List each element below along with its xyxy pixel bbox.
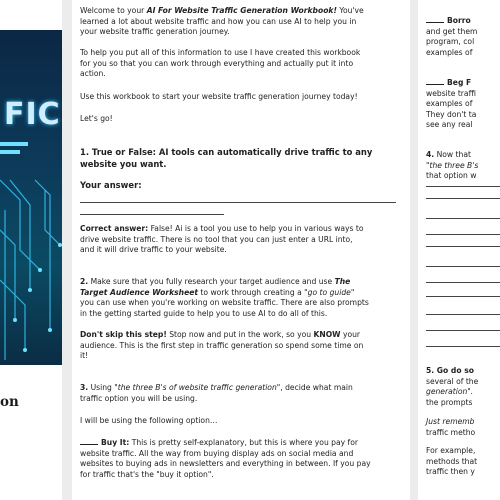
workbook-page-right [418, 0, 500, 500]
workbook-page-main [72, 0, 410, 500]
answer-line[interactable] [426, 314, 500, 315]
question-3-paragraph: 3. Using "the three B's of website traffic generation", decide what main traffic option you will be using. [80, 383, 353, 403]
answer-line[interactable] [80, 202, 396, 203]
answer-line[interactable] [426, 234, 500, 235]
answer-line[interactable] [426, 218, 500, 219]
question-2-paragraph: 2. Make sure that you fully research your target audience and use The Target Audience Worksheet to work through creating a "go to guide" you can use when you're working on website traffic. There are also prompts in the getting started guide to help you to use AI to do all of this. [80, 277, 369, 318]
buy-it-option: Buy It: This is pretty self-explanatory, but this is where you pay for website traffic. All the way from buying display ads on social media and websites to buying ads in newsletters and everything in between. If you pay for traffic that's the "buy it option". [80, 438, 371, 479]
cover-subtitle-bar [0, 150, 20, 154]
remember-paragraph: Just rememb traffic metho [426, 417, 476, 437]
cover-bottom-text: on [0, 394, 19, 410]
example-paragraph: For example, methods that traffic then y [426, 446, 478, 477]
borrow-it-option: Borro and get them program, col examples of [426, 16, 478, 57]
dont-skip-paragraph: Don't skip this step! Stop now and put in the work, so you KNOW your audience. This is the first step in traffic generation so spend some time on it! [80, 330, 364, 361]
question-5-paragraph: 5. Go do so several of the generation". the prompts [426, 366, 479, 407]
answer-line[interactable] [426, 198, 500, 199]
buy-it-checkbox-line[interactable] [80, 437, 98, 445]
start-paragraph: Use this workbook to start your website traffic generation journey today! [80, 92, 358, 101]
answer-line[interactable] [426, 246, 500, 247]
circuit-pattern-icon [0, 30, 62, 365]
answer-line[interactable] [426, 330, 500, 331]
correct-answer-paragraph: Correct answer: False! Ai is a tool you use to help you in various ways to drive website traffic. There is no tool that you can just enter a URL into, and it will drive traffic to your website. [80, 224, 364, 255]
answer-line[interactable] [426, 296, 500, 297]
following-option-text: I will be using the following option… [80, 416, 218, 425]
beg-it-checkbox-line[interactable] [426, 77, 444, 85]
answer-line[interactable] [426, 346, 500, 347]
answer-line[interactable] [426, 186, 500, 187]
question-4-paragraph: 4. Now that "the three B's that option w [426, 150, 479, 181]
cover-artwork [0, 30, 62, 365]
purpose-paragraph: To help you put all of this information to use I have created this workbook for you so that you can work through everything and actually put it into action. [80, 48, 361, 79]
answer-line[interactable] [426, 282, 500, 283]
workbook-cover [0, 0, 62, 500]
answer-line[interactable] [426, 266, 500, 267]
your-answer-label: Your answer: [80, 180, 142, 190]
lets-go-text: Let's go! [80, 114, 113, 123]
intro-paragraph: Welcome to your AI For Website Traffic Generation Workbook! You've learned a lot about website traffic and how you can use AI to help you in your website traffic generation journey. [80, 6, 364, 37]
answer-line[interactable] [80, 214, 224, 215]
beg-for-it-option: Beg F website traffi examples of They don't ta see any real [426, 78, 477, 130]
question-1-heading: 1. True or False: AI tools can automatically drive traffic to any website you want. [80, 147, 373, 169]
cover-subtitle-bar [0, 142, 28, 146]
borrow-it-checkbox-line[interactable] [426, 15, 444, 23]
cover-title: FIC [4, 97, 61, 132]
